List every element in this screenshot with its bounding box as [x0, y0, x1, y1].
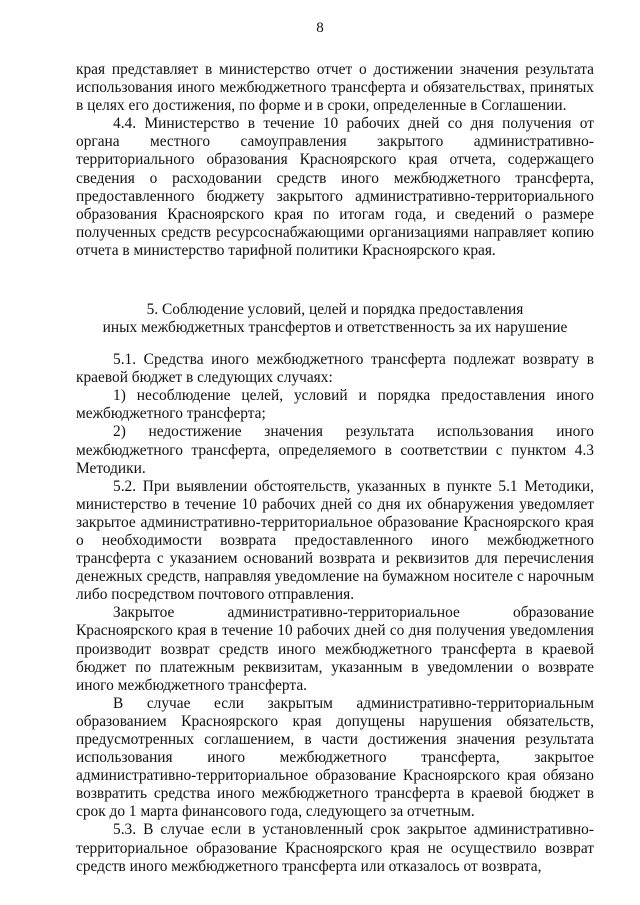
paragraph-4-4: 4.4. Министерство в течение 10 рабочих дней со дня получения от органа местного самоуправления закрытого административно-территориального образования Красноярского края отчета, содержащего сведения о расходовании средств иного межбюджетного трансферта, предоставленного бюджету закрытого административно-территориального образования Красноярского края по итогам года, и сведений о размере полученных средств ресурсоснабжающими организациями направляет копию отчета в министерство тарифной политики Красноярского края.: [76, 115, 594, 259]
paragraph-5-1: 5.1. Средства иного межбюджетного трансферта подлежат возврату в краевой бюджет в следующих случаях:: [76, 351, 594, 387]
section-heading-line-2: иных межбюджетных трансфертов и ответственность за их нарушение: [102, 319, 568, 337]
section-heading-line-1: 5. Соблюдение условий, целей и порядка предоставления: [146, 301, 524, 319]
paragraph-5-2: 5.2. При выявлении обстоятельств, указанных в пункте 5.1 Методики, министерство в течение 10 рабочих дней со дня их обнаружения уведомляет закрытое административно-территориальное образование Красноярского края о необходимости возврата предоставленного иного межбюджетного трансферта с указанием оснований возврата и реквизитов для перечисления денежных средств, направляя уведомление на бумажном носителе с нарочным либо посредством почтового отправления.: [76, 477, 594, 604]
list-item-2: 2) недостижение значения результата использования иного межбюджетного трансферта, определяемого в соответствии с пунктом 4.3 Методики.: [76, 423, 594, 477]
section-heading: [76, 301, 594, 337]
paragraph-refund: Закрытое административно-территориальное образование Красноярского края в течение 10 рабочих дней со дня получения уведомления производит возврат средств иного межбюджетного трансферта в краевой бюджет по платежным реквизитам, указанным в уведомлении о возврате иного межбюджетного трансферта.: [76, 604, 594, 694]
paragraph-continuation: края представляет в министерство отчет о достижении значения результата использования иного межбюджетного трансферта и обязательствах, принятых в целях его достижения, по форме и в сроки, определенные в Соглашении.: [76, 61, 594, 115]
page-number: 8: [316, 20, 324, 36]
document-body: [76, 61, 594, 876]
paragraph-5-3: 5.3. В случае если в установленный срок закрытое административно-территориальное образование Красноярского края не осуществило возврат средств иного межбюджетного трансферта или отказалось от возврата,: [76, 821, 594, 875]
list-item-1: 1) несоблюдение целей, условий и порядка предоставления иного межбюджетного трансферта;: [76, 387, 594, 423]
paragraph-violation: В случае если закрытым административно-территориальным образованием Красноярского края допущены нарушения обязательств, предусмотренных соглашением, в части достижения значения результата использования иного межбюджетного трансферта, закрытое административно-территориальное образование Красноярского края обязано возвратить средства иного межбюджетного трансферта в краевой бюджет в срок до 1 марта финансового года, следующего за отчетным.: [76, 694, 594, 821]
